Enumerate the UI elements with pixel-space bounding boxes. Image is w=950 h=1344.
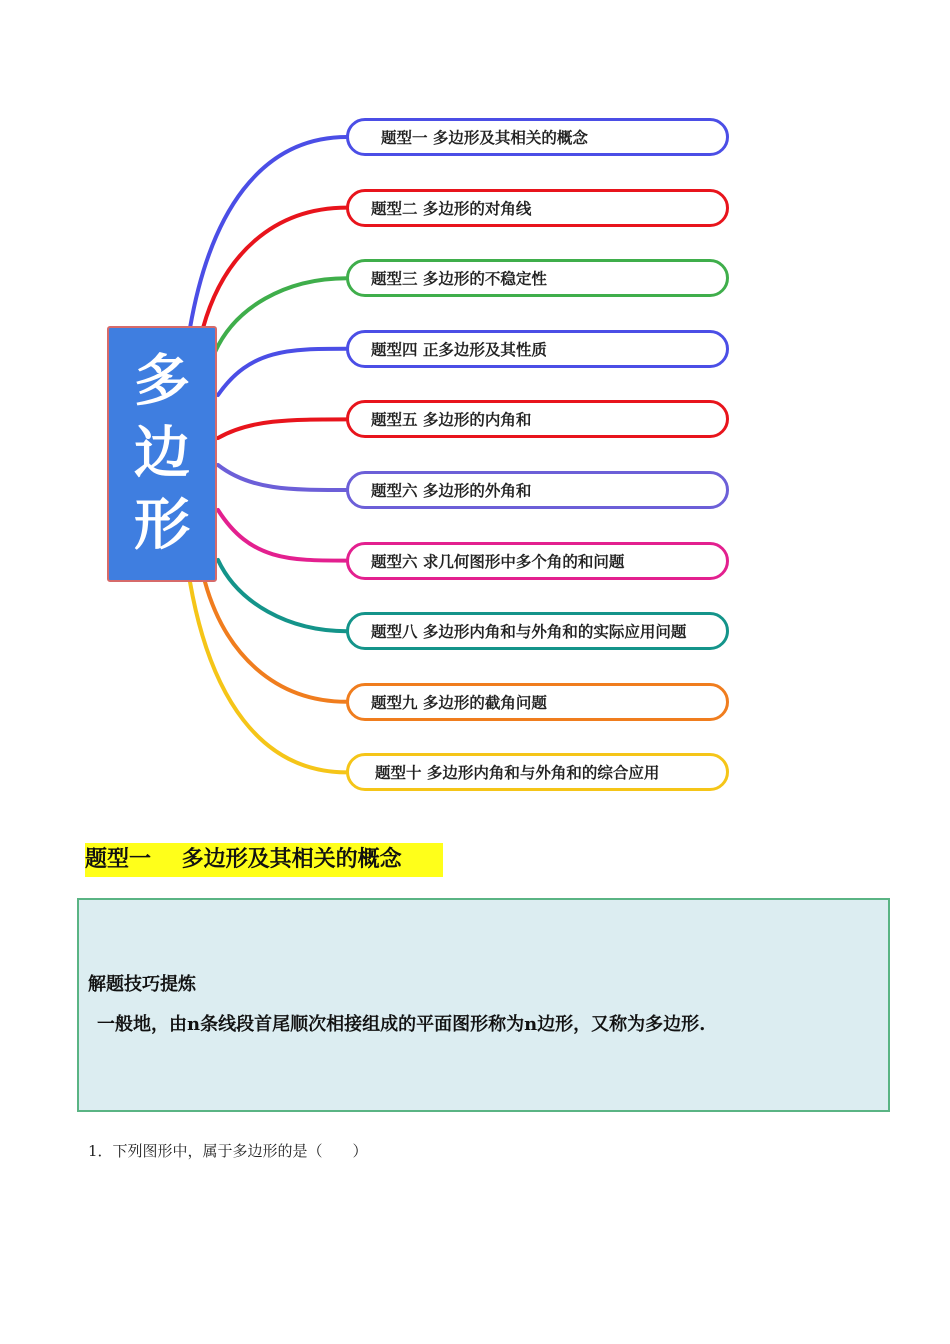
topic-label-7: 题型六 求几何图形中多个角的和问题 xyxy=(371,552,625,571)
tips-heading: 解题技巧提炼 xyxy=(88,974,196,995)
tips-box xyxy=(77,898,890,1112)
topic-box-10 xyxy=(346,753,729,791)
topic-box-3 xyxy=(346,259,729,297)
topic-box-8 xyxy=(346,612,729,650)
topic-label-2: 题型二 多边形的对角线 xyxy=(371,199,532,218)
branch-line-3 xyxy=(215,278,347,352)
topic-box-9 xyxy=(346,683,729,721)
central-char-3: 形 xyxy=(134,493,190,558)
topic-label-10: 题型十 多边形内角和与外角和的综合应用 xyxy=(375,764,660,783)
topic-label-1: 题型一 多边形及其相关的概念 xyxy=(381,129,588,147)
topic-label-5: 题型五 多边形的内角和 xyxy=(371,411,532,430)
topic-label-3: 题型三 多边形的不稳定性 xyxy=(371,270,547,289)
section-title: 题型一 多边形及其相关的概念 xyxy=(85,843,443,877)
branch-line-4 xyxy=(218,349,347,395)
central-char-1: 多 xyxy=(134,349,190,414)
topic-box-2 xyxy=(346,189,729,227)
topic-label-4: 题型四 正多边形及其性质 xyxy=(371,340,547,359)
topic-box-7 xyxy=(346,542,729,580)
topic-box-4 xyxy=(346,330,729,368)
branch-line-2 xyxy=(203,208,347,328)
topic-label-9: 题型九 多边形的截角问题 xyxy=(371,693,547,712)
branch-line-8 xyxy=(218,560,347,631)
branch-line-7 xyxy=(218,510,347,561)
topic-box-5 xyxy=(346,400,729,438)
tips-body: 一般地，由n条线段首尾顺次相接组成的平面图形称为n边形，又称为多边形. xyxy=(97,1014,706,1035)
topic-label-6: 题型六 多边形的外角和 xyxy=(371,482,532,500)
question-1: 1．下列图形中，属于多边形的是（ ） xyxy=(88,1142,368,1160)
topic-label-8: 题型八 多边形内角和与外角和的实际应用问题 xyxy=(371,623,687,642)
topic-box-6 xyxy=(346,471,729,509)
branch-line-9 xyxy=(205,582,347,702)
central-char-2: 边 xyxy=(134,421,190,486)
branch-line-6 xyxy=(218,465,347,490)
branch-line-5 xyxy=(218,419,347,438)
topic-box-1 xyxy=(346,118,729,156)
central-topic-box xyxy=(107,326,217,582)
